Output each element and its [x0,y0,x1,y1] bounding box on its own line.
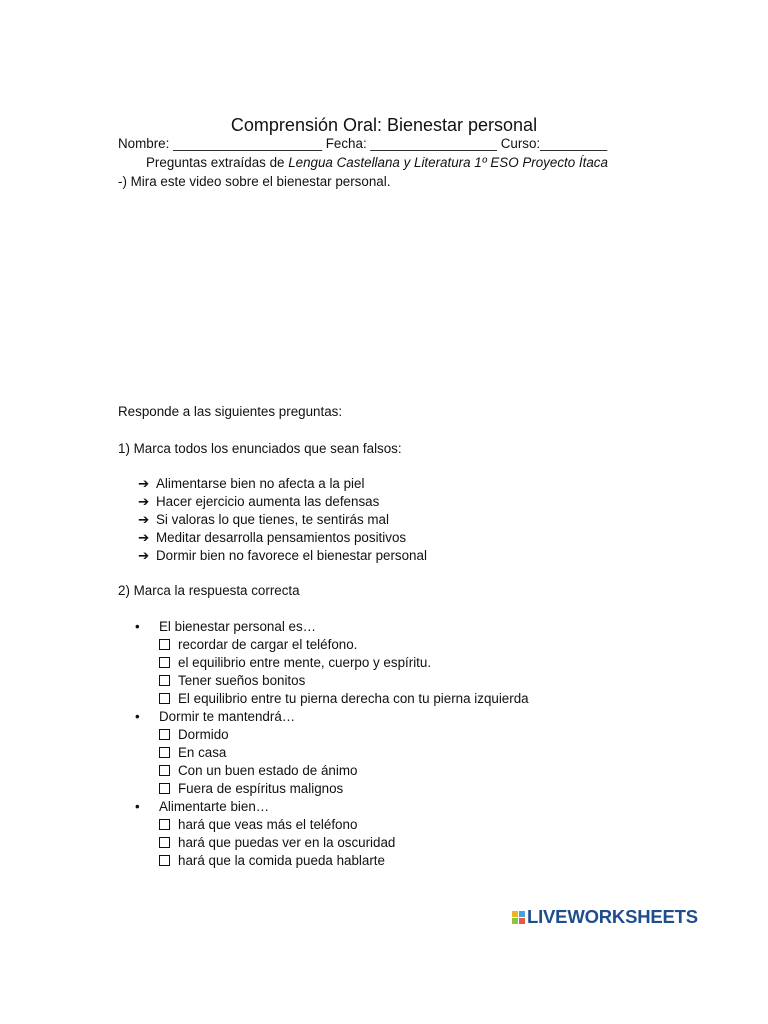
responde-heading: Responde a las siguientes preguntas: [118,404,343,419]
stem-text: El bienestar personal es… [159,619,317,634]
arrow-right-icon: ➔ [138,494,150,509]
checkbox-icon[interactable] [159,657,170,668]
answer-option[interactable] [159,672,305,690]
statement-text: Meditar desarrolla pensamientos positivos [156,530,407,545]
option-text: Dormido [178,727,229,742]
checkbox-icon[interactable] [159,837,170,848]
option-text: El equilibrio entre tu pierna derecha con tu pierna izquierda [178,691,529,706]
option-text: Con un buen estado de ánimo [178,763,358,778]
false-statement-item[interactable] [138,529,406,547]
answer-option[interactable] [159,780,343,798]
statement-text: Si valoras lo que tienes, te sentirás mal [156,512,389,527]
video-instruction: -) Mira este video sobre el bienestar personal. [118,174,391,189]
option-text: hará que puedas ver en la oscuridad [178,835,396,850]
answer-option[interactable] [159,636,357,654]
statement-text: Dormir bien no favorece el bienestar personal [156,548,427,563]
arrow-right-icon: ➔ [138,548,150,563]
answer-option[interactable] [159,762,357,780]
bullet-icon: • [135,709,140,724]
question-stem [135,618,316,636]
false-statement-item[interactable] [138,547,427,565]
arrow-right-icon: ➔ [138,512,150,527]
false-statement-item[interactable] [138,493,379,511]
answer-option[interactable] [159,852,385,870]
arrow-right-icon: ➔ [138,476,150,491]
bullet-icon: • [135,619,140,634]
liveworksheets-logo-icon [512,911,525,924]
option-text: Fuera de espíritus malignos [178,781,344,796]
answer-option[interactable] [159,744,226,762]
statement-text: Alimentarse bien no afecta a la piel [156,476,365,491]
stem-text: Alimentarte bien… [159,799,270,814]
answer-option[interactable] [159,816,357,834]
checkbox-icon[interactable] [159,819,170,830]
student-info-line: Nombre: ____________________ Fecha: _________________ Curso:_________ [118,136,608,151]
option-text: hará que la comida pueda hablarte [178,853,385,868]
checkbox-icon[interactable] [159,729,170,740]
answer-option[interactable] [159,654,431,672]
statement-text: Hacer ejercicio aumenta las defensas [156,494,380,509]
question-2-label: 2) Marca la respuesta correcta [118,583,300,598]
liveworksheets-logo [512,906,698,928]
bullet-icon: • [135,799,140,814]
checkbox-icon[interactable] [159,675,170,686]
question-stem [135,798,269,816]
option-text: recordar de cargar el teléfono. [178,637,358,652]
checkbox-icon[interactable] [159,783,170,794]
option-text: el equilibrio entre mente, cuerpo y espíritu. [178,655,432,670]
option-text: Tener sueños bonitos [178,673,306,688]
source-prefix: Preguntas extraídas de [146,155,289,170]
source-line [146,154,608,172]
stem-text: Dormir te mantendrá… [159,709,296,724]
arrow-right-icon: ➔ [138,530,150,545]
checkbox-icon[interactable] [159,855,170,866]
answer-option[interactable] [159,726,229,744]
answer-option[interactable] [159,834,395,852]
option-text: En casa [178,745,227,760]
checkbox-icon[interactable] [159,747,170,758]
checkbox-icon[interactable] [159,693,170,704]
question-1-label: 1) Marca todos los enunciados que sean falsos: [118,441,402,456]
option-text: hará que veas más el teléfono [178,817,358,832]
source-book-title: Lengua Castellana y Literatura 1º ESO Proyecto Ítaca [288,155,608,170]
checkbox-icon[interactable] [159,765,170,776]
question-stem [135,708,295,726]
checkbox-icon[interactable] [159,639,170,650]
false-statement-item[interactable] [138,511,389,529]
false-statement-item[interactable] [138,475,364,493]
answer-option[interactable] [159,690,529,708]
page-title: Comprensión Oral: Bienestar personal [230,115,538,135]
liveworksheets-logo-text: LIVEWORKSHEETS [527,906,698,927]
